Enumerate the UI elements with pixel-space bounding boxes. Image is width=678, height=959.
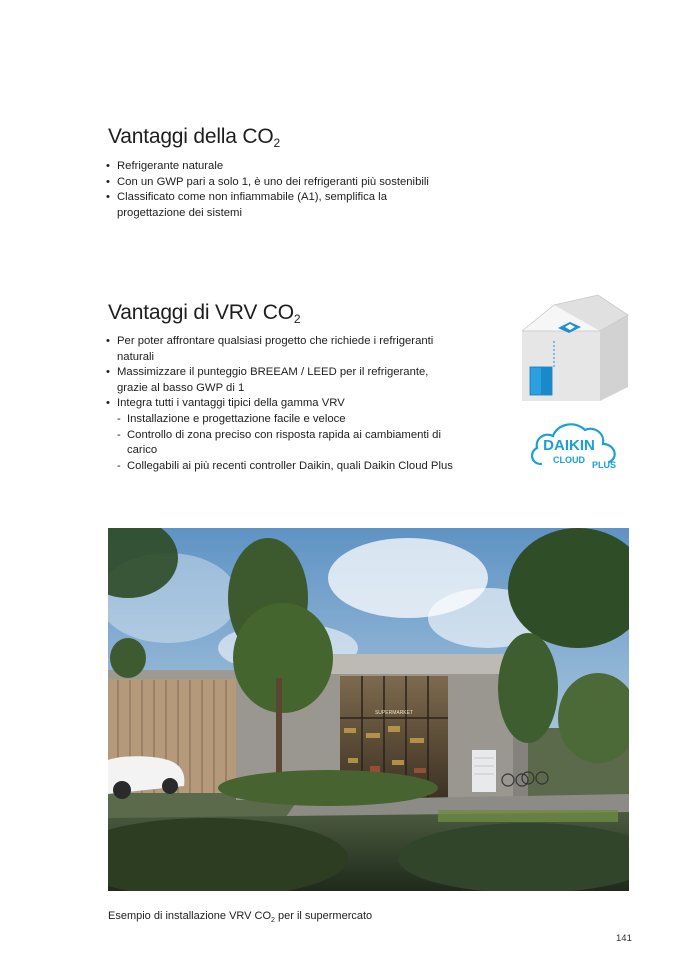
section2-bullet: • Per poter affrontare qualsiasi progetto che richiede i refrigeranti naturali bbox=[106, 334, 456, 365]
section2-bullet-list bbox=[106, 334, 456, 474]
supermarket-photo bbox=[108, 528, 629, 891]
section2-sub-list bbox=[117, 412, 456, 474]
house-with-vrv-unit-icon bbox=[514, 293, 632, 405]
section2-title-sub: 2 bbox=[293, 312, 301, 326]
section2-sub-bullet: - Collegabili ai più recenti controller Daikin, quali Daikin Cloud Plus bbox=[117, 459, 456, 475]
logo-line-cloud: CLOUD bbox=[553, 455, 585, 465]
daikin-cloud-plus-logo bbox=[527, 418, 623, 474]
section1-bullet: • Refrigerante naturale bbox=[106, 159, 436, 175]
section2-title bbox=[108, 301, 300, 326]
section2-bullet bbox=[106, 396, 456, 474]
section1-title bbox=[108, 125, 280, 150]
section1-title-sub: 2 bbox=[273, 136, 280, 150]
caption-subscript: 2 bbox=[271, 917, 275, 925]
section2-title-main: Vantaggi di VRV CO bbox=[108, 301, 294, 324]
section1-bullet: • Con un GWP pari a solo 1, è uno dei refrigeranti più sostenibili bbox=[106, 175, 436, 191]
logo-line-daikin: DAIKIN bbox=[543, 437, 595, 454]
section2-bullet: • Massimizzare il punteggio BREEAM / LEED per il refrigerante, grazie al basso GWP di 1 bbox=[106, 365, 456, 396]
caption-text-before: Esempio di installazione VRV CO bbox=[108, 910, 272, 922]
section2-sub-bullet: - Installazione e progettazione facile e veloce bbox=[117, 412, 456, 428]
logo-line-plus: PLUS bbox=[591, 460, 617, 470]
storefront-sign: SUPERMARKET bbox=[374, 710, 414, 716]
caption-text-after: per il supermercato bbox=[274, 910, 373, 922]
section2-sub-bullet: - Controllo di zona preciso con risposta rapida ai cambiamenti di carico bbox=[117, 428, 456, 459]
section1-title-main: Vantaggi della CO bbox=[108, 125, 274, 148]
section1-bullet: • Classificato come non infiammabile (A1), semplifica la progettazione dei sistemi bbox=[106, 190, 436, 221]
page-number: 141 bbox=[616, 933, 632, 944]
photo-caption bbox=[108, 910, 372, 924]
section1-bullet-list bbox=[106, 159, 436, 221]
section2-bullet-text: Integra tutti i vantaggi tipici della gamma VRV bbox=[117, 397, 345, 410]
